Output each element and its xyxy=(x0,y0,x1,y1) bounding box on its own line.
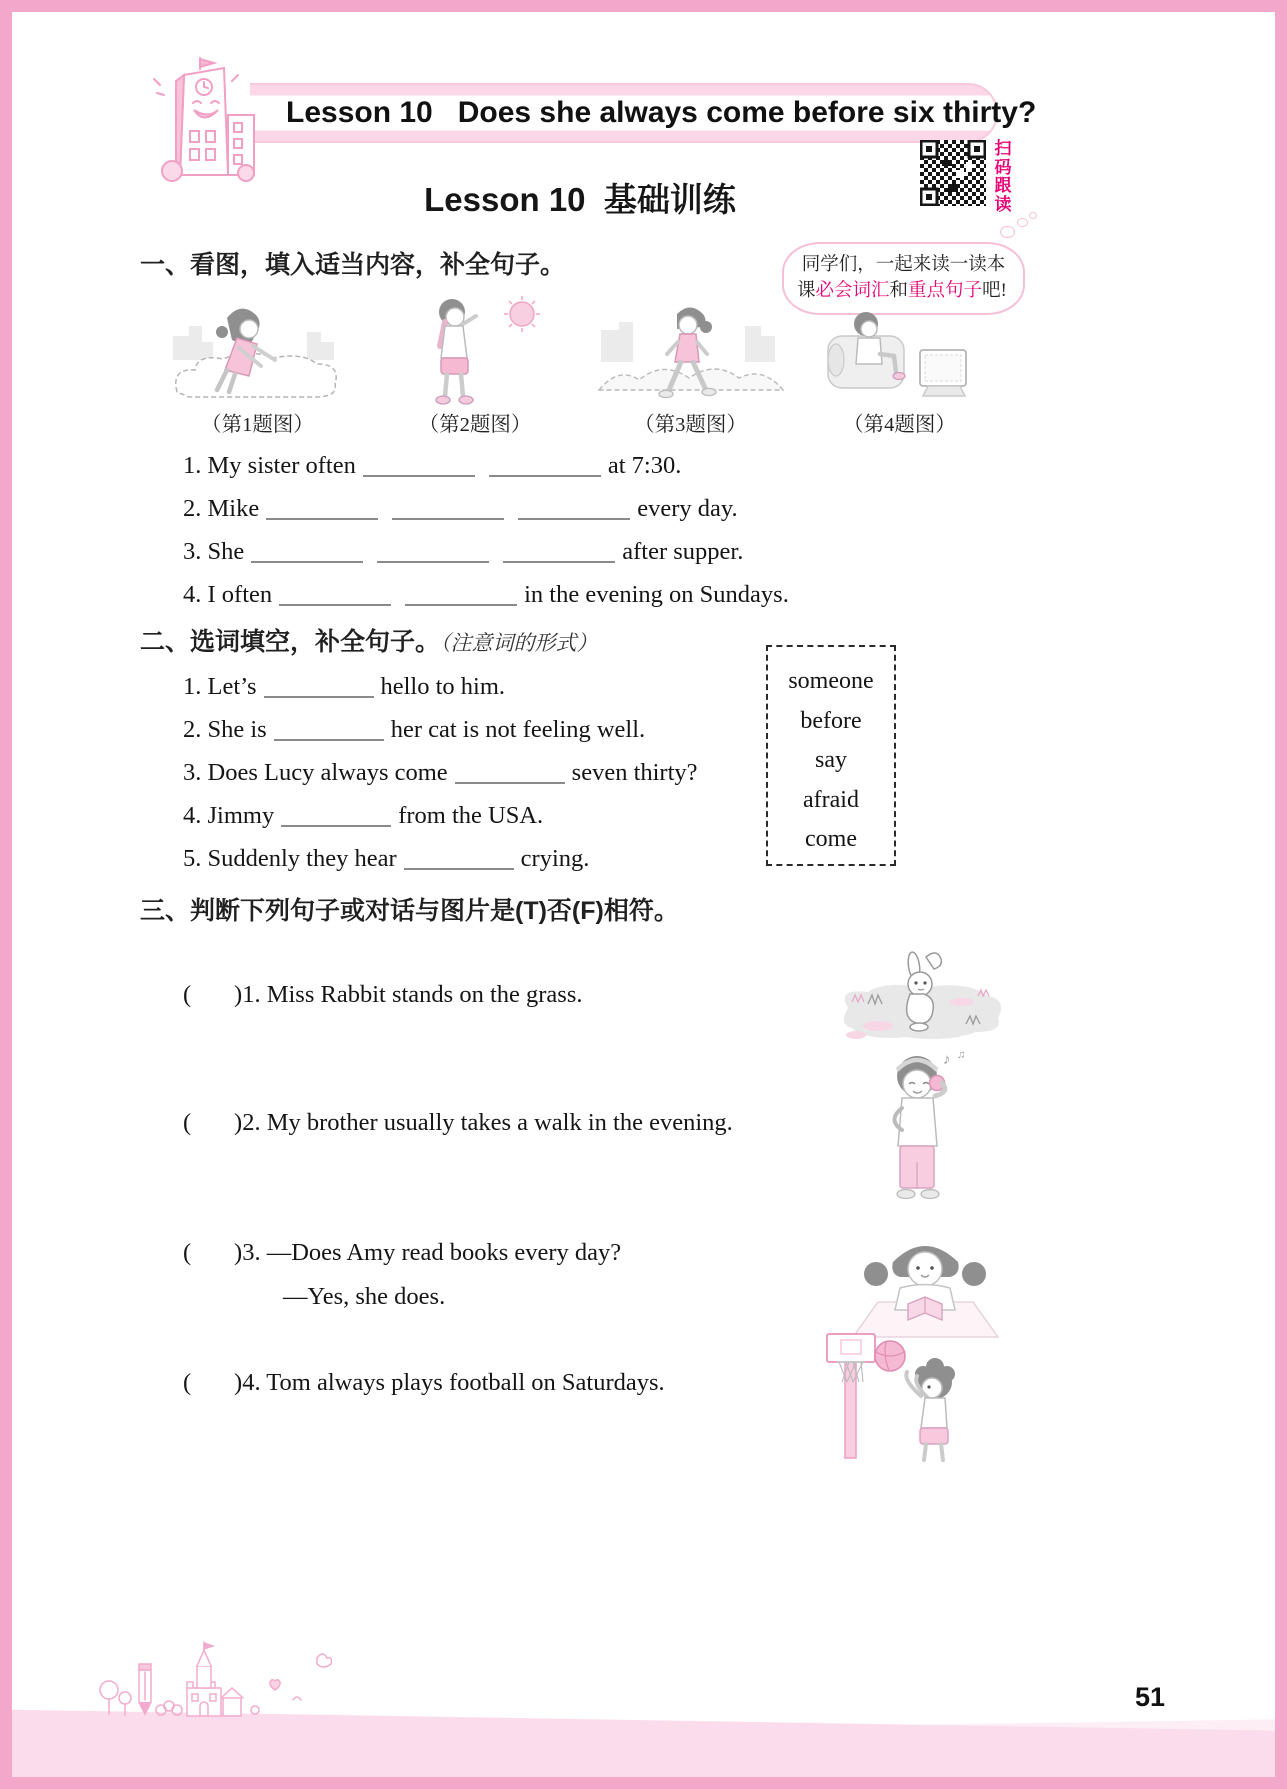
section1-heading: 一、看图，填入适当内容，补全句子。 xyxy=(140,251,566,279)
answer-blank[interactable] xyxy=(503,539,615,563)
s3-item-2: ( )2. My brother usually takes a walk in the evening. xyxy=(183,1109,733,1136)
page-number: 51 xyxy=(1134,1682,1166,1712)
boy-wiping-face-illustration xyxy=(400,292,550,410)
answer-blank[interactable] xyxy=(281,803,391,827)
svg-text:♪: ♪ xyxy=(943,1052,951,1068)
picture-caption: （第4题图） xyxy=(843,414,956,436)
girl-reading-book-illustration xyxy=(838,1222,1013,1340)
s1-sentence-1: 1. My sister often at 7:30. xyxy=(183,452,682,479)
word-bank xyxy=(766,645,896,866)
thought-circle xyxy=(1000,226,1015,238)
s2-sentence-1: 1. Let’s hello to him. xyxy=(183,673,506,700)
picture-caption: （第2题图） xyxy=(418,414,532,436)
school-building-doodle-icon xyxy=(130,55,260,210)
lesson-banner-text: Lesson 10 Does she always come before six thirty? xyxy=(286,96,1037,129)
tf-answer-spot[interactable]: ( ) xyxy=(183,1239,243,1266)
answer-blank[interactable] xyxy=(279,582,391,606)
word-bank-item: say xyxy=(815,747,847,773)
answer-blank[interactable] xyxy=(274,717,384,741)
tf-answer-spot[interactable]: ( ) xyxy=(183,1369,243,1396)
word-bank-item: afraid xyxy=(803,786,859,813)
thought-circle xyxy=(1017,218,1028,227)
thought-circle xyxy=(1029,212,1037,219)
picture-caption: （第1题图） xyxy=(201,414,314,436)
kid-listening-to-music-illustration xyxy=(845,1050,990,1208)
svg-text:♫: ♫ xyxy=(957,1050,966,1061)
s3-item-4: ( )4. Tom always plays football on Saturdays. xyxy=(183,1369,665,1396)
s2-sentence-5: 5. Suddenly they hear crying. xyxy=(183,845,590,872)
girl-taking-walk-illustration xyxy=(593,296,788,408)
footer-castle-doodle xyxy=(95,1640,340,1730)
answer-blank[interactable] xyxy=(405,582,517,606)
section2-heading-note: （注意词的形式） xyxy=(440,631,598,655)
tip-bubble-line1: 同学们，一起来读一读本 xyxy=(801,255,1006,275)
answer-blank[interactable] xyxy=(392,496,504,520)
section3-heading: 三、判断下列句子或对话与图片是(T)否(F)相符。 xyxy=(140,897,679,925)
answer-blank[interactable] xyxy=(518,496,630,520)
tf-answer-spot[interactable]: ( ) xyxy=(183,981,243,1008)
answer-blank[interactable] xyxy=(266,496,378,520)
s1-sentence-3: 3. She after supper. xyxy=(183,538,744,565)
page-title: Lesson 10 基础训练 xyxy=(424,181,736,218)
qr-caption: 扫 码 跟 读 xyxy=(994,139,1012,214)
tip-bubble-line2: 课必会词汇和重点句子吧! xyxy=(797,281,1007,301)
answer-blank[interactable] xyxy=(251,539,363,563)
answer-blank[interactable] xyxy=(404,846,514,870)
s3-item-3: ( )3. —Does Amy read books every day? xyxy=(183,1239,622,1266)
answer-blank[interactable] xyxy=(489,453,601,477)
answer-blank[interactable] xyxy=(455,760,565,784)
girl-making-bed-illustration xyxy=(165,296,350,408)
s1-sentence-4: 4. I often in the evening on Sundays. xyxy=(183,581,789,608)
word-bank-item: someone xyxy=(788,668,874,694)
answer-blank[interactable] xyxy=(363,453,475,477)
picture-caption: （第3题图） xyxy=(634,414,747,436)
tf-answer-spot[interactable]: ( ) xyxy=(183,1109,243,1136)
word-bank-item: before xyxy=(800,707,862,734)
boy-playing-basketball-illustration xyxy=(793,1330,973,1468)
s2-sentence-4: 4. Jimmy from the USA. xyxy=(183,802,544,829)
answer-blank[interactable] xyxy=(377,539,489,563)
s3-item-3-reply: —Yes, she does. xyxy=(283,1283,446,1310)
word-bank-item: come xyxy=(805,826,857,852)
boy-watching-tv-illustration xyxy=(822,294,977,408)
lesson-banner xyxy=(250,83,1037,143)
s2-sentence-2: 2. She is her cat is not feeling well. xyxy=(183,716,646,743)
s1-sentence-2: 2. Mike every day. xyxy=(183,495,738,522)
answer-blank[interactable] xyxy=(264,674,374,698)
rabbit-on-grass-illustration xyxy=(826,940,1011,1048)
s3-item-1: ( )1. Miss Rabbit stands on the grass. xyxy=(183,981,583,1008)
s2-sentence-3: 3. Does Lucy always come seven thirty? xyxy=(183,759,698,786)
section2-heading: 二、选词填空，补全句子。（注意词的形式） xyxy=(140,628,598,656)
